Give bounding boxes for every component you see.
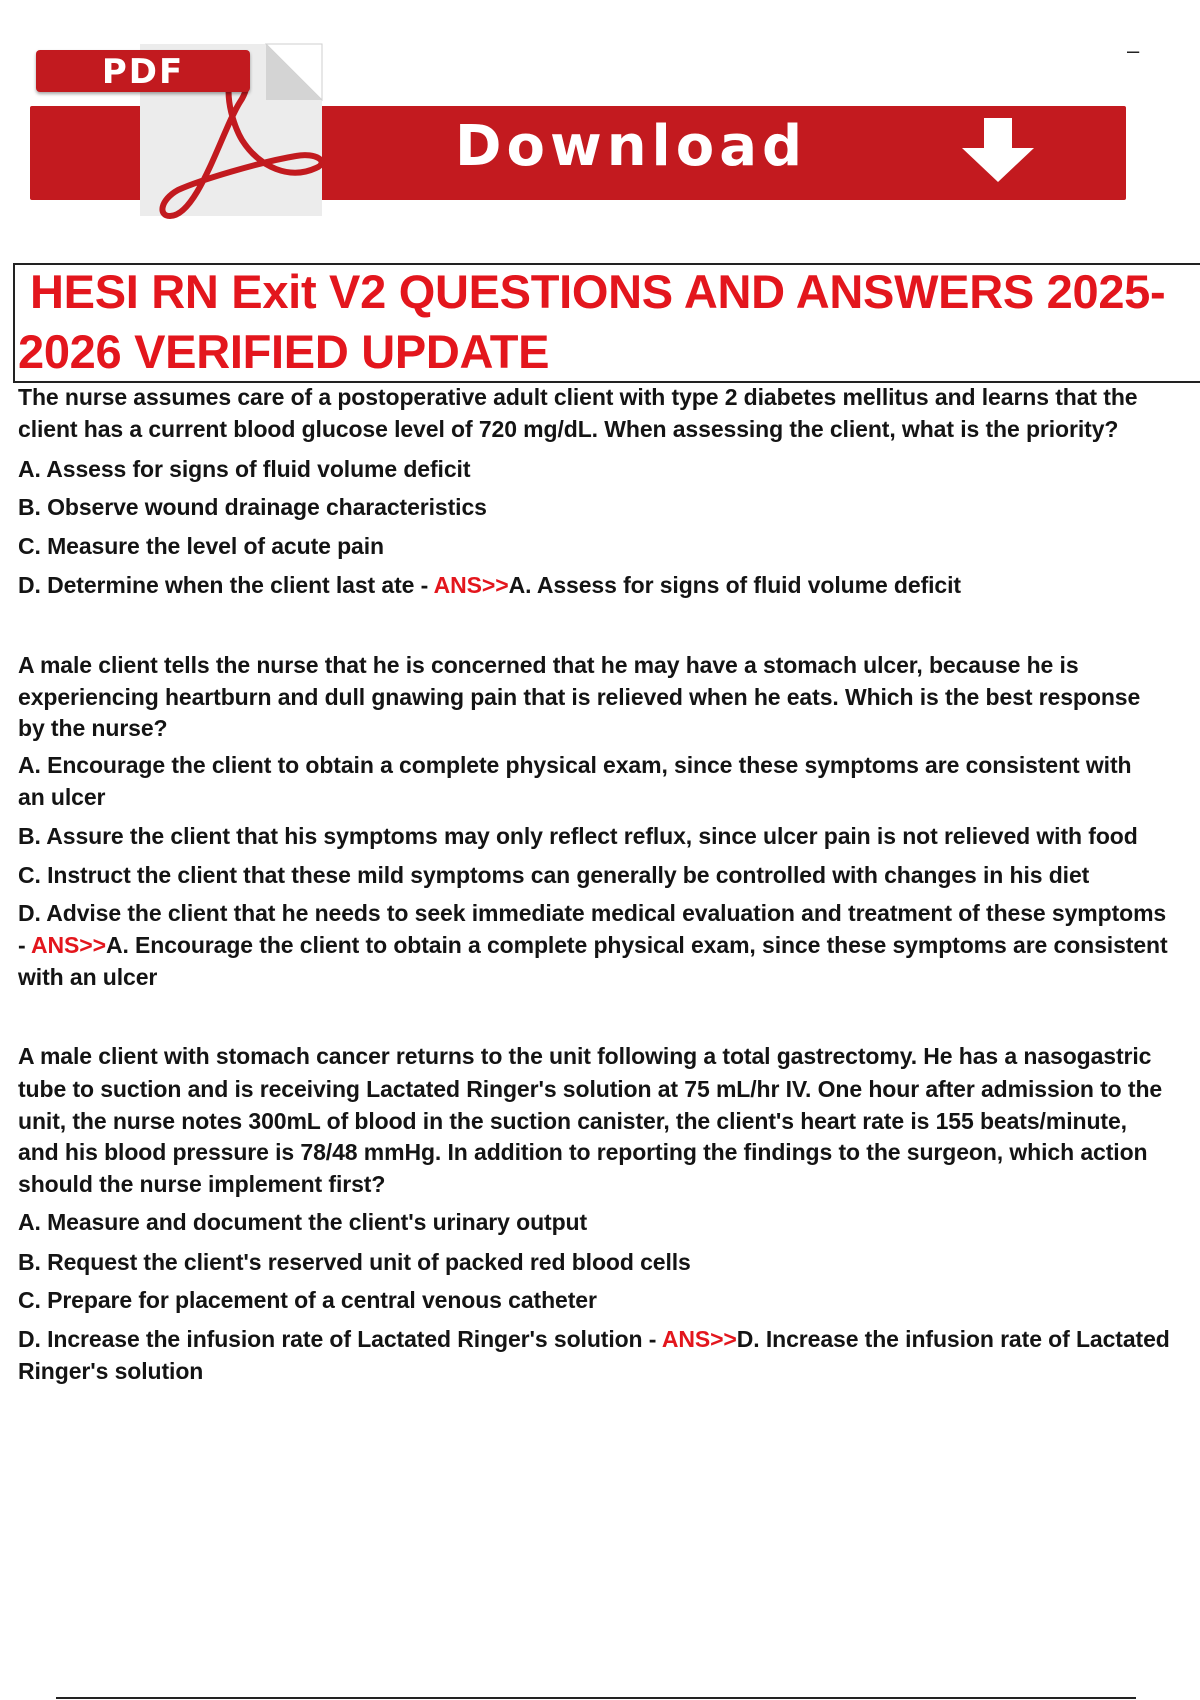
q1-ans-marker: ANS>> [433, 572, 509, 598]
q1-option-d: D. Determine when the client last ate - [18, 572, 434, 598]
q2-answer-cont: with an ulcer [18, 964, 158, 990]
q1-option-a: A. Assess for signs of fluid volume deficit [18, 456, 471, 482]
q2-answer-line [18, 932, 1168, 959]
q3-stem-line-3: unit, the nurse notes 300mL of blood in the suction canister, the client's heart rate is 155 beats/minute, [18, 1108, 1127, 1134]
q1-answer: A. Assess for signs of fluid volume deficit [508, 572, 961, 598]
q3-option-d: D. Increase the infusion rate of Lactated Ringer's solution - [18, 1326, 662, 1352]
q2-stem-line-3: by the nurse? [18, 715, 168, 741]
q3-option-d-with-answer [18, 1326, 1170, 1353]
q2-option-d: D. Advise the client that he needs to seek immediate medical evaluation and treatment of these symptoms [18, 900, 1167, 926]
q3-stem-line-1: A male client with stomach cancer returns to the unit following a total gastrectomy. He has a nasogastric [18, 1043, 1152, 1069]
corner-dash: – [1127, 38, 1140, 63]
q2-answer-dash: - [18, 932, 31, 958]
q2-option-c: C. Instruct the client that these mild symptoms can generally be controlled with changes in his diet [18, 862, 1090, 888]
bottom-divider [56, 1697, 1136, 1699]
q3-ans-marker: ANS>> [661, 1326, 737, 1352]
q1-stem-line-1: The nurse assumes care of a postoperative adult client with type 2 diabetes mellitus and learns that the [18, 384, 1138, 410]
q3-stem-line-2: tube to suction and is receiving Lactated Ringer's solution at 75 mL/hr IV. One hour after admission to the [18, 1076, 1163, 1102]
q3-option-a: A. Measure and document the client's urinary output [18, 1209, 588, 1235]
q1-option-d-with-answer [18, 572, 961, 599]
page-title-line-2: 2026 VERIFIED UPDATE [18, 325, 550, 378]
q1-option-c: C. Measure the level of acute pain [18, 533, 384, 559]
q2-option-a-line-2: an ulcer [18, 784, 106, 810]
q2-option-b: B. Assure the client that his symptoms may only reflect reflux, since ulcer pain is not relieved with food [18, 823, 1138, 849]
q2-answer: A. Encourage the client to obtain a complete physical exam, since these symptoms are consistent [105, 932, 1168, 958]
download-label[interactable]: Download [455, 114, 808, 179]
q2-stem-line-2: experiencing heartburn and dull gnawing pain that is relieved when he eats. Which is the best response [18, 684, 1141, 710]
q2-option-a-line-1: A. Encourage the client to obtain a complete physical exam, since these symptoms are consistent with [18, 752, 1132, 778]
q3-option-b: B. Request the client's reserved unit of packed red blood cells [18, 1249, 691, 1275]
page-title-line-1: HESI RN Exit V2 QUESTIONS AND ANSWERS 2025- [30, 265, 1166, 318]
q3-stem-line-4: and his blood pressure is 78/48 mmHg. In addition to reporting the findings to the surgeon, which action [18, 1139, 1148, 1165]
download-arrow-icon[interactable] [958, 116, 1038, 186]
q3-option-c: C. Prepare for placement of a central venous catheter [18, 1287, 597, 1313]
q2-ans-marker: ANS>> [31, 932, 106, 958]
q1-option-b: B. Observe wound drainage characteristics [18, 494, 487, 520]
q3-stem-line-5: should the nurse implement first? [18, 1171, 386, 1197]
q3-answer-cont: Ringer's solution [18, 1358, 204, 1384]
q1-stem-line-2: client has a current blood glucose level of 720 mg/dL. When assessing the client, what is the priority? [18, 416, 1119, 442]
pdf-label: PDF [101, 52, 185, 92]
q2-stem-line-1: A male client tells the nurse that he is concerned that he may have a stomach ulcer, because he is [18, 652, 1079, 678]
q3-answer: D. Increase the infusion rate of Lactated [736, 1326, 1170, 1352]
